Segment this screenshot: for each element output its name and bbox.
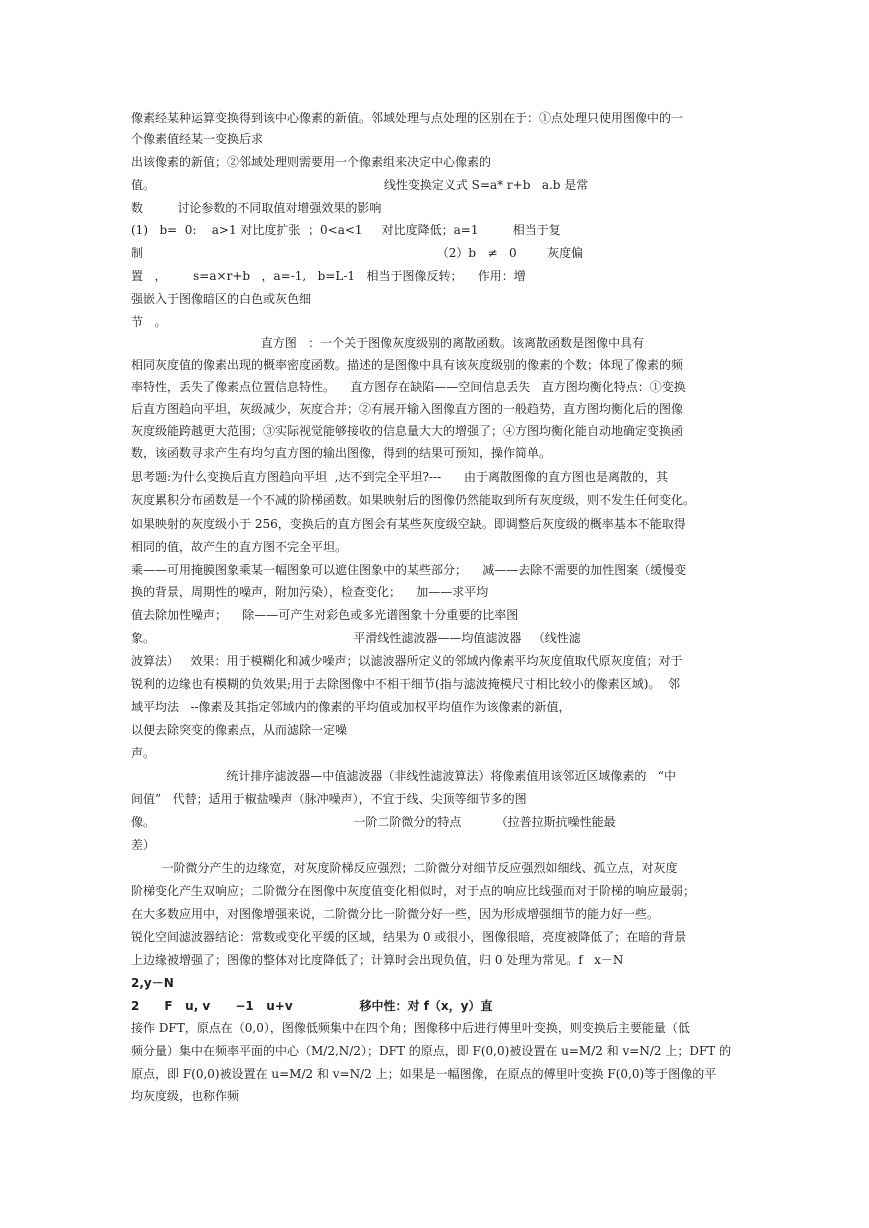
text-line: 相同的值，故产生的直方图不完全平坦。 [131, 540, 348, 554]
text-line: 直方图 ：一个关于图像灰度级别的离散函数。该离散函数是图像中具有 [131, 336, 645, 350]
text-line: 象。 平滑线性滤波器——均值滤波器 （线性滤 [131, 631, 581, 645]
text-line: 灰度累积分布函数是一个不减的阶梯函数。如果映射后的图像仍然能取到所有灰度级，则不发生任何变化。 [131, 493, 696, 507]
text-line: 像。 一阶二阶微分的特点 （拉普拉斯抗噪性能最 [131, 815, 616, 829]
text-line: 一阶微分产生的边缘宽，对灰度阶梯反应强烈；二阶微分对细节反应强烈如细线、孤立点，对灰度 [131, 861, 678, 875]
text-line: 思考题:为什么变换后直方图趋向平坦 ,达不到完全平坦?--- 由于离散图像的直方图也是离散的，其 [131, 470, 668, 484]
text-line: 以便去除突变的像素点，从而滤除一定噪 [131, 723, 348, 737]
text-line: 上边缘被增强了；图像的整体对比度降低了；计算时会出现负值，归 0 处理为常见。f x－N [131, 953, 624, 967]
text-line: 个像素值经某一变换后求 [131, 132, 264, 146]
text-line: 置 ， s=a×r+b ，a=-1, b=L-1 相当于图像反转； 作用：增 [131, 269, 526, 283]
text-line: 波算法） 效果：用于模糊化和减少噪声；以滤波器所定义的邻域内像素平均灰度值取代原灰度值；对于 [131, 654, 683, 668]
text-line: 统计排序滤波器—中值滤波器（非线性滤波算法）将像素值用该邻近区域像素的 “中 [131, 769, 676, 783]
text-line: 如果映射的灰度级小于 256，变换后的直方图会有某些灰度级空缺。即调整后灰度级的概率基本不能取得 [131, 517, 686, 531]
text-line: 差） [131, 838, 156, 852]
text-line: 相同灰度值的像素出现的概率密度函数。描述的是图像中具有该灰度级别的像素的个数；体现了像素的频 [131, 358, 684, 372]
text-line: 均灰度级，也称作频 [131, 1089, 240, 1103]
formula-line: 2 F u, v −1 u+v 移中性：对 f（x，y）直 [131, 999, 493, 1013]
text-line: 在大多数应用中，对图像增强来说，二阶微分比一阶微分好一些，因为形成增强细节的能力好一些。 [131, 907, 660, 921]
text-line: 频分量）集中在频率平面的中心（M/2,N/2）；DFT 的原点，即 F(0,0)被设置在 u=M/2 和 v=N/2 上；DFT 的 [131, 1044, 732, 1058]
text-line: 数，该函数寻求产生有均匀直方图的输出图像，得到的结果可预知，操作简单。 [131, 446, 552, 460]
text-line: 接作 DFT，原点在（0,0），图像低频集中在四个角；图像移中后进行傅里叶变换，则变换后主要能量（低 [131, 1021, 690, 1035]
text-line: 换的背景，周期性的噪声，附加污染），检查变化； 加——求平均 [131, 585, 489, 599]
text-line: 锐化空间滤波器结论：常数或变化平缓的区域，结果为 0 或很小，图像很暗，亮度被降低了；在暗的背景 [131, 930, 687, 944]
text-line: 率特性，丢失了像素点位置信息特性。 直方图存在缺陷——空间信息丢失 直方图均衡化特点：①变换 [131, 380, 686, 394]
text-line: 锐利的边缘也有模糊的负效果;用于去除图像中不相干细节(指与滤波掩模尺寸相比较小的像素区域)。 邻 [131, 677, 681, 691]
text-line: 间值” 代替；适用于椒盐噪声（脉冲噪声），不宜于线、尖顶等细节多的图 [131, 792, 527, 806]
text-line: 后直方图趋向平坦，灰级减少，灰度合并；②有展开输入图像直方图的一般趋势，直方图均衡化后的图像 [131, 402, 684, 416]
text-line: (1) b= 0: a>1 对比度扩张 ；0<a<1 对比度降低；a=1 相当于复 [131, 223, 561, 237]
text-line: 声。 [131, 746, 156, 760]
text-line: 原点，即 F(0,0)被设置在 u=M/2 和 v=N/2 上；如果是一幅图像，在原点的傅里叶变换 F(0,0)等于图像的平 [131, 1067, 717, 1081]
text-line: 像素经某种运算变换得到该中心像素的新值。邻域处理与点处理的区别在于：①点处理只使用图像中的一 [131, 111, 684, 125]
text-line: 值去除加性噪声； 除——可产生对彩色或多光谱图象十分重要的比率图 [131, 608, 519, 622]
text-line: 域平均法 --像素及其指定邻域内的像素的平均值或加权平均值作为该像素的新值， [131, 700, 571, 714]
text-line: 数 讨论参数的不同取值对增强效果的影响 [131, 201, 382, 215]
text-line: 节 。 [131, 315, 167, 329]
text-line: 强嵌入于图像暗区的白色或灰色细 [131, 292, 312, 306]
text-line: 乘——可用掩膜图象乘某一幅图象可以遮住图象中的某些部分； 减——去除不需要的加性图案（缓慢变 [131, 563, 687, 577]
text-line: 出该像素的新值；②邻域处理则需要用一个像素组来决定中心像素的 [131, 155, 492, 169]
text-line: 灰度级能跨越更大范围；③实际视觉能够接收的信息量大大的增强了；④方图均衡化能自动地确定变换函 [131, 424, 684, 438]
text-line: 值。 线性变换定义式 S=a* r+b a.b 是常 [131, 178, 589, 192]
text-line: 制 （2）b ≠ 0 灰度偏 [131, 246, 584, 260]
text-line: 阶梯变化产生双响应；二阶微分在图像中灰度值变化相似时，对于点的响应比线强而对于阶梯的响应最弱； [131, 884, 696, 898]
formula-line: 2,y－N [131, 976, 174, 990]
